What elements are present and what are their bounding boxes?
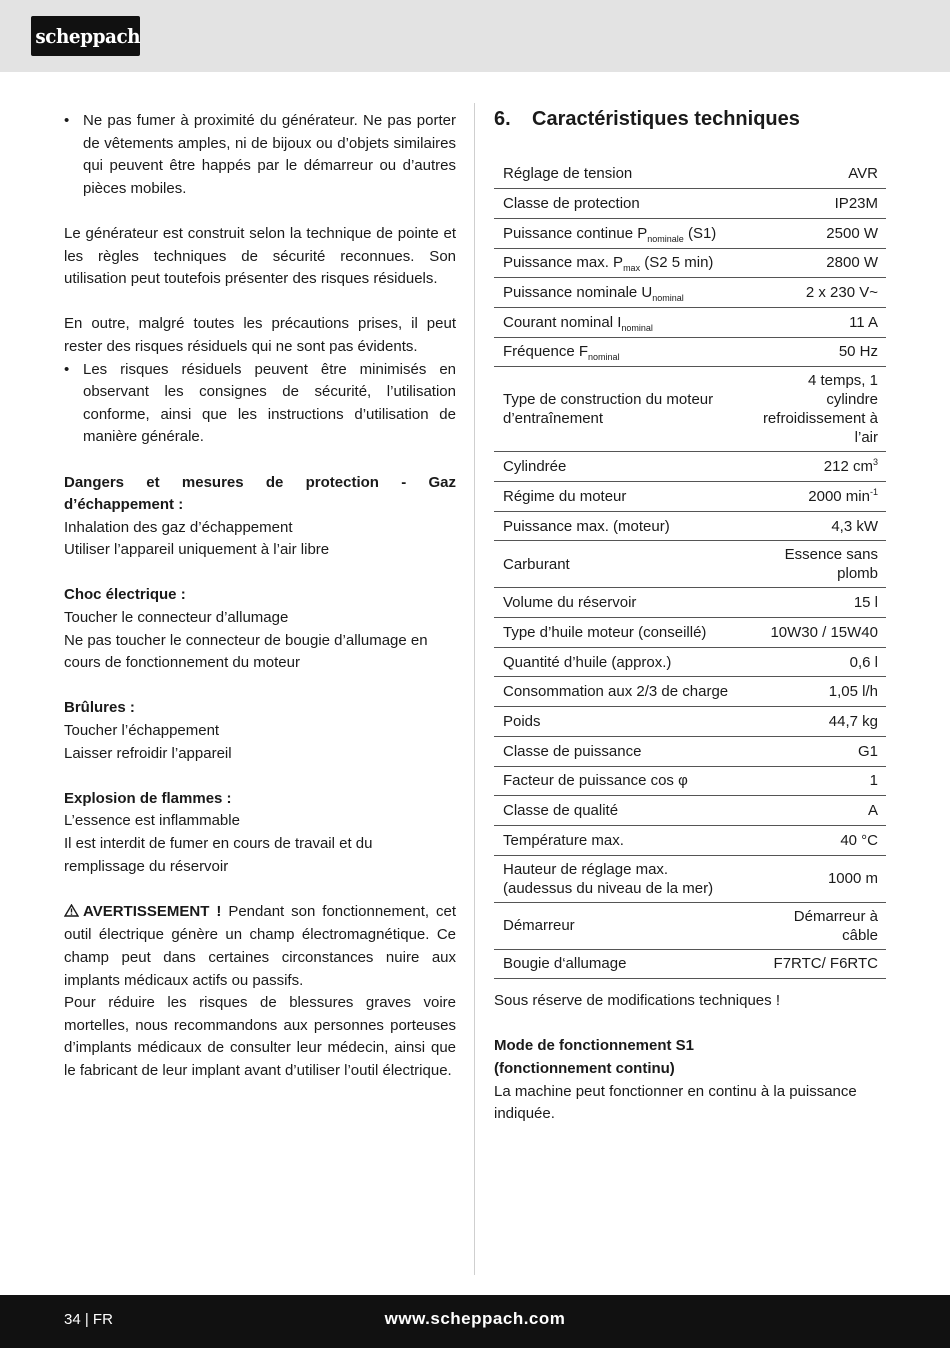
spec-row	[494, 189, 886, 219]
spec-value: 2500 W	[749, 218, 886, 248]
spec-value: 44,7 kg	[749, 707, 886, 737]
spec-label: Hauteur de réglage max. (audessus du niveau de la mer)	[494, 855, 749, 902]
spec-row	[494, 825, 886, 855]
spec-value: 4 temps, 1 cylindre refroidissement à l’air	[749, 367, 886, 452]
spec-row	[494, 541, 886, 588]
spec-label: Classe de qualité	[494, 796, 749, 826]
page-number: 34 | FR	[64, 1311, 113, 1328]
spec-row	[494, 159, 886, 189]
text-shock-line2: Ne pas toucher le connecteur de bougie d’allumage en cours de fonctionnement du moteur	[64, 631, 428, 672]
spec-value: 10W30 / 15W40	[749, 618, 886, 648]
specifications-table	[494, 159, 886, 979]
spec-value: 11 A	[749, 307, 886, 337]
page-footer	[0, 1295, 950, 1348]
text-explosion-line2: Il est interdit de fumer en cours de travail et du remplissage du réservoir	[64, 835, 373, 875]
warning-triangle-icon	[64, 902, 79, 925]
spec-label: Fréquence $F_{nominal}$	[494, 337, 749, 367]
spec-value: 212 $cm^3$	[749, 452, 886, 482]
spec-value: 50 Hz	[749, 337, 886, 367]
spec-row	[494, 796, 886, 826]
warning-paragraph	[64, 901, 456, 992]
spec-row	[494, 278, 886, 308]
bullet-minimize-risks: • Les risques résiduels peuvent être minimisés en observant les consignes de sécurité, l’utilisation conforme, ainsi que les instructions d’utilisation de manière générale.	[64, 359, 456, 449]
heading-electric-shock: Choc électrique :	[64, 586, 186, 604]
spec-row	[494, 452, 886, 482]
spec-row	[494, 707, 886, 737]
spec-label: Facteur de puissance cos φ	[494, 766, 749, 796]
spec-row	[494, 736, 886, 766]
heading-burns: Brûlures :	[64, 699, 135, 717]
spec-row	[494, 618, 886, 648]
text-burns-line2: Laisser refroidir l’appareil	[64, 744, 232, 762]
logo-text: scheppach	[35, 24, 141, 48]
spec-row	[494, 307, 886, 337]
text-exhaust-line1: Inhalation des gaz d’échappement	[64, 518, 293, 536]
warning-recommendation: Pour réduire les risques de blessures graves voire mortelles, nous recommandons aux personnes porteuses d’implants médicaux de consulter leur médecin, ainsi que le fabricant de leur implant avant d’utiliser l’outil électrique.	[64, 994, 456, 1079]
scheppach-logo	[31, 16, 140, 56]
spec-label: Poids	[494, 707, 749, 737]
spec-value: A	[749, 796, 886, 826]
spec-value: 2 x 230 V~	[749, 278, 886, 308]
heading-exhaust-gas: Dangers et mesures de protection - Gaz d’échappement :	[64, 473, 456, 514]
left-column	[64, 110, 456, 1083]
text-burns-line1: Toucher l’échappement	[64, 722, 220, 740]
spec-value: 1,05 l/h	[749, 677, 886, 707]
bullet-no-smoking: • Ne pas fumer à proximité du générateur. Ne pas porter de vêtements amples, ni de bijoux ou d’objets similaires qui peuvent être happés par le démarreur ou d’autres pièces mobiles.	[64, 110, 456, 200]
spec-value: Essence sans plomb	[749, 541, 886, 588]
spec-label: Puissance max. (moteur)	[494, 511, 749, 541]
spec-label: Démarreur	[494, 902, 749, 949]
spec-label: Carburant	[494, 541, 749, 588]
spec-value: 1000 m	[749, 855, 886, 902]
section-number: 6.	[494, 108, 511, 130]
website-url[interactable]: www.scheppach.com	[384, 1309, 566, 1328]
spec-row	[494, 218, 886, 248]
section-title-text: Caractéristiques techniques	[532, 108, 800, 130]
spec-label: Puissance nominale $U_{nominal}$	[494, 278, 749, 308]
right-column	[494, 105, 886, 1126]
spec-row	[494, 647, 886, 677]
reserve-note: Sous réserve de modifications techniques !	[494, 992, 780, 1010]
page-header	[0, 0, 950, 72]
spec-row	[494, 337, 886, 367]
spec-label: Consommation aux 2/3 de charge	[494, 677, 749, 707]
spec-label: Réglage de tension	[494, 159, 749, 189]
spec-value: AVR	[749, 159, 886, 189]
spec-value: 40 °C	[749, 825, 886, 855]
spec-row	[494, 677, 886, 707]
heading-flame-explosion: Explosion de flammes :	[64, 789, 232, 807]
spec-value: F7RTC/ F6RTC	[749, 949, 886, 979]
paragraph-construction: Le générateur est construit selon la technique de pointe et les règles techniques de sécurité reconnues. Son utilisation peut toutefois présenter des risques résiduels.	[64, 224, 456, 288]
spec-label: Classe de puissance	[494, 736, 749, 766]
spec-label: Volume du réservoir	[494, 588, 749, 618]
spec-value: Démarreur à câble	[749, 902, 886, 949]
spec-row	[494, 248, 886, 278]
warning-text: Pendant son fonctionnement, cet outil électrique génère un champ électromagnétique. Ce champ peut dans certaines circonstances nuire aux implants médicaux actifs ou passifs.	[64, 902, 456, 989]
spec-label: Température max.	[494, 825, 749, 855]
section-title	[494, 105, 886, 133]
spec-label: Type de construction du moteur d’entraînement	[494, 367, 749, 452]
spec-value: 0,6 l	[749, 647, 886, 677]
spec-label: Puissance max. $P_{max}$ (S2 5 min)	[494, 248, 749, 278]
spec-row	[494, 902, 886, 949]
spec-value: 2000 $\min^{-1}$	[749, 482, 886, 512]
text-exhaust-line2: Utiliser l’appareil uniquement à l’air libre	[64, 541, 330, 559]
spec-label: Régime du moteur	[494, 482, 749, 512]
text-explosion-line1: L’essence est inflammable	[64, 812, 240, 830]
spec-value: 15 l	[749, 588, 886, 618]
spec-label: Cylindrée	[494, 452, 749, 482]
spec-row	[494, 482, 886, 512]
spec-label: Bougie d‘allumage	[494, 949, 749, 979]
subheading-operating-mode: (fonctionnement continu)	[494, 1060, 675, 1078]
spec-label: Classe de protection	[494, 189, 749, 219]
warning-label: AVERTISSEMENT !	[83, 902, 222, 920]
heading-operating-mode: Mode de fonctionnement S1	[494, 1037, 695, 1055]
paragraph-residual-risks: En outre, malgré toutes les précautions prises, il peut rester des risques résiduels qui ne sont pas évidents.	[64, 315, 456, 355]
spec-label: Type d’huile moteur (conseillé)	[494, 618, 749, 648]
spec-row	[494, 766, 886, 796]
spec-value: IP23M	[749, 189, 886, 219]
spec-value: 2800 W	[749, 248, 886, 278]
spec-row	[494, 511, 886, 541]
column-divider	[474, 103, 475, 1275]
spec-value: 1	[749, 766, 886, 796]
spec-row	[494, 367, 886, 452]
spec-label: Quantité d’huile (approx.)	[494, 647, 749, 677]
text-operating-mode: La machine peut fonctionner en continu à la puissance indiquée.	[494, 1082, 857, 1123]
text-shock-line1: Toucher le connecteur d’allumage	[64, 609, 289, 627]
spec-row	[494, 949, 886, 979]
spec-label: Courant nominal $I_{nominal}$	[494, 307, 749, 337]
spec-value: 4,3 kW	[749, 511, 886, 541]
spec-row	[494, 588, 886, 618]
spec-value: G1	[749, 736, 886, 766]
spec-row	[494, 855, 886, 902]
spec-label: Puissance continue $P_{nominale}$ (S1)	[494, 218, 749, 248]
